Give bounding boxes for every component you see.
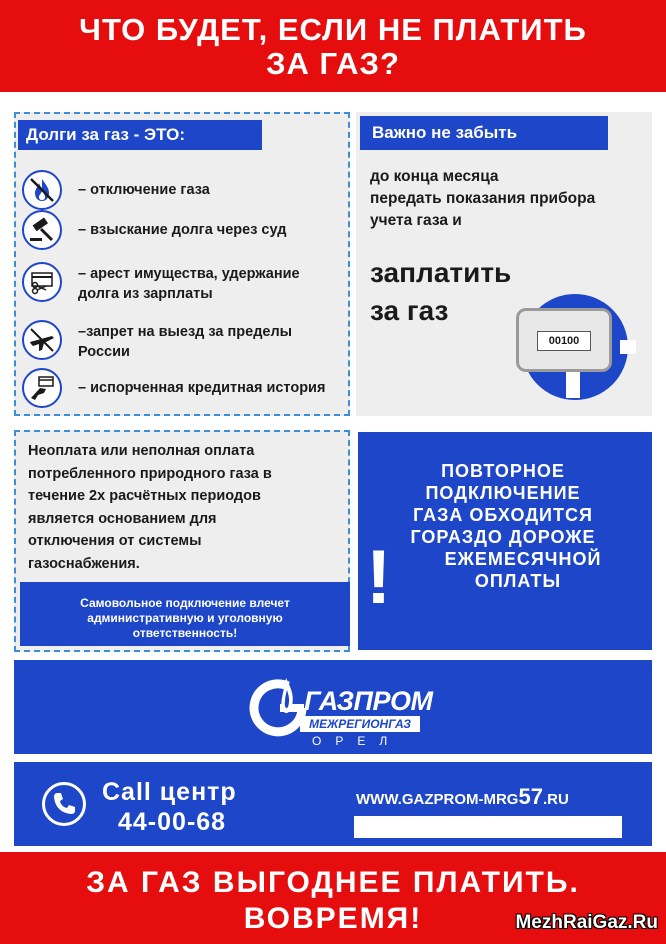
nonpayment-line6: газоснабжения.	[28, 555, 140, 572]
warning-line3: ответственность!	[132, 626, 238, 640]
phone-icon	[42, 782, 86, 826]
nonpayment-line5: отключения от системы	[28, 533, 202, 549]
debt-text-travel-ban	[78, 322, 348, 362]
logo-city: ОРЕЛ	[312, 734, 402, 748]
meter-pipe	[620, 340, 636, 354]
reconnect-line5: ЕЖЕМЕСЯЧНОЙ	[444, 549, 602, 569]
debt-item-travel-ban	[22, 320, 352, 364]
reminder-text-line2: передать показания прибора	[370, 190, 596, 207]
debt-text-court: – взыскание долга через суд	[78, 222, 287, 238]
debt-item-arrest	[22, 262, 352, 306]
debt-text-arrest-line2: долга из зарплаты	[78, 286, 213, 302]
meter-pipe-bottom	[566, 370, 580, 398]
nonpayment-line2: потребленного природного газа в	[28, 465, 272, 482]
reminder-text	[370, 166, 595, 232]
exclamation-mark: !	[366, 535, 392, 620]
debt-item-disconnect	[22, 170, 352, 214]
website-url-num: 57	[518, 784, 543, 809]
nonpayment-line1: Неоплата или неполная оплата	[28, 443, 255, 459]
meter-readout: 00100	[537, 331, 591, 351]
debt-text-travel-ban-line2: России	[78, 344, 130, 360]
reconnect-panel	[358, 432, 652, 650]
website-url[interactable]	[356, 784, 569, 810]
header-title-line1: ЧТО БУДЕТ, ЕСЛИ НЕ ПЛАТИТЬ	[79, 12, 587, 47]
reconnect-line1: ПОВТОРНОЕ	[441, 461, 565, 481]
reconnect-line3: ГАЗА ОБХОДИТСЯ	[413, 505, 593, 525]
scissors-card-icon	[22, 262, 62, 302]
debt-item-credit	[22, 368, 352, 412]
nonpayment-panel	[14, 430, 350, 652]
header-title-line2: ЗА ГАЗ?	[266, 46, 400, 81]
reconnect-line4: ГОРАЗДО ДОРОЖЕ	[410, 527, 596, 547]
flame-crossed-icon	[22, 170, 62, 210]
reminder-big-line2: за газ	[370, 295, 449, 326]
call-center-label: Call центр	[102, 778, 237, 806]
reconnect-text	[362, 460, 644, 592]
card-hand-icon	[22, 368, 62, 408]
nonpayment-line3: течение 2х расчётных периодов	[28, 488, 261, 504]
debt-item-court	[22, 210, 352, 254]
reconnect-line2: ПОДКЛЮЧЕНИЕ	[425, 483, 581, 503]
blank-field	[354, 816, 622, 838]
footer-line2: ВОВРЕМЯ!	[243, 902, 423, 935]
logo-band	[14, 660, 652, 754]
debt-text-arrest	[78, 264, 348, 304]
watermark: MezhRaiGaz.Ru	[515, 912, 658, 933]
footer-banner	[0, 852, 666, 944]
debt-text-arrest-line1: – арест имущества, удержание	[78, 266, 300, 282]
debt-text-travel-ban-line1: –запрет на выезд за пределы	[78, 324, 293, 340]
nonpayment-text	[28, 440, 272, 575]
logo-name: ГАЗПРОМ	[304, 686, 433, 716]
debts-title: Долги за газ - ЭТО:	[18, 120, 262, 150]
reminder-text-line3: учета газа и	[370, 212, 462, 229]
footer-line1: ЗА ГАЗ ВЫГОДНЕЕ ПЛАТИТЬ.	[86, 866, 580, 899]
warning-line1: Самовольное подключение влечет	[80, 596, 290, 610]
header-banner	[0, 0, 666, 92]
nonpayment-line4: является основанием для	[28, 510, 217, 527]
website-url-suffix: .RU	[542, 791, 569, 808]
warning-line2: административную и уголовную	[87, 611, 283, 625]
website-url-prefix: WWW.GAZPROM-MRG	[356, 791, 519, 808]
airplane-crossed-icon	[22, 320, 62, 360]
reminder-big-line1: заплатить	[370, 257, 512, 288]
meter-box	[516, 308, 612, 372]
reconnect-line6: ОПЛАТЫ	[474, 571, 562, 591]
reminder-text-line1: до конца месяца	[370, 168, 499, 185]
logo-sub: МЕЖРЕГИОНГАЗ	[300, 716, 420, 732]
warning-box	[20, 582, 350, 646]
reminder-big-text	[370, 254, 511, 330]
gavel-icon	[22, 210, 62, 250]
contact-band	[14, 762, 652, 846]
debt-text-credit: – испорченная кредитная история	[78, 380, 326, 396]
reminder-title: Важно не забыть	[360, 116, 608, 150]
reminder-panel	[356, 112, 652, 416]
phone-number: 44-00-68	[118, 808, 227, 836]
debt-text-disconnect: – отключение газа	[78, 182, 210, 198]
